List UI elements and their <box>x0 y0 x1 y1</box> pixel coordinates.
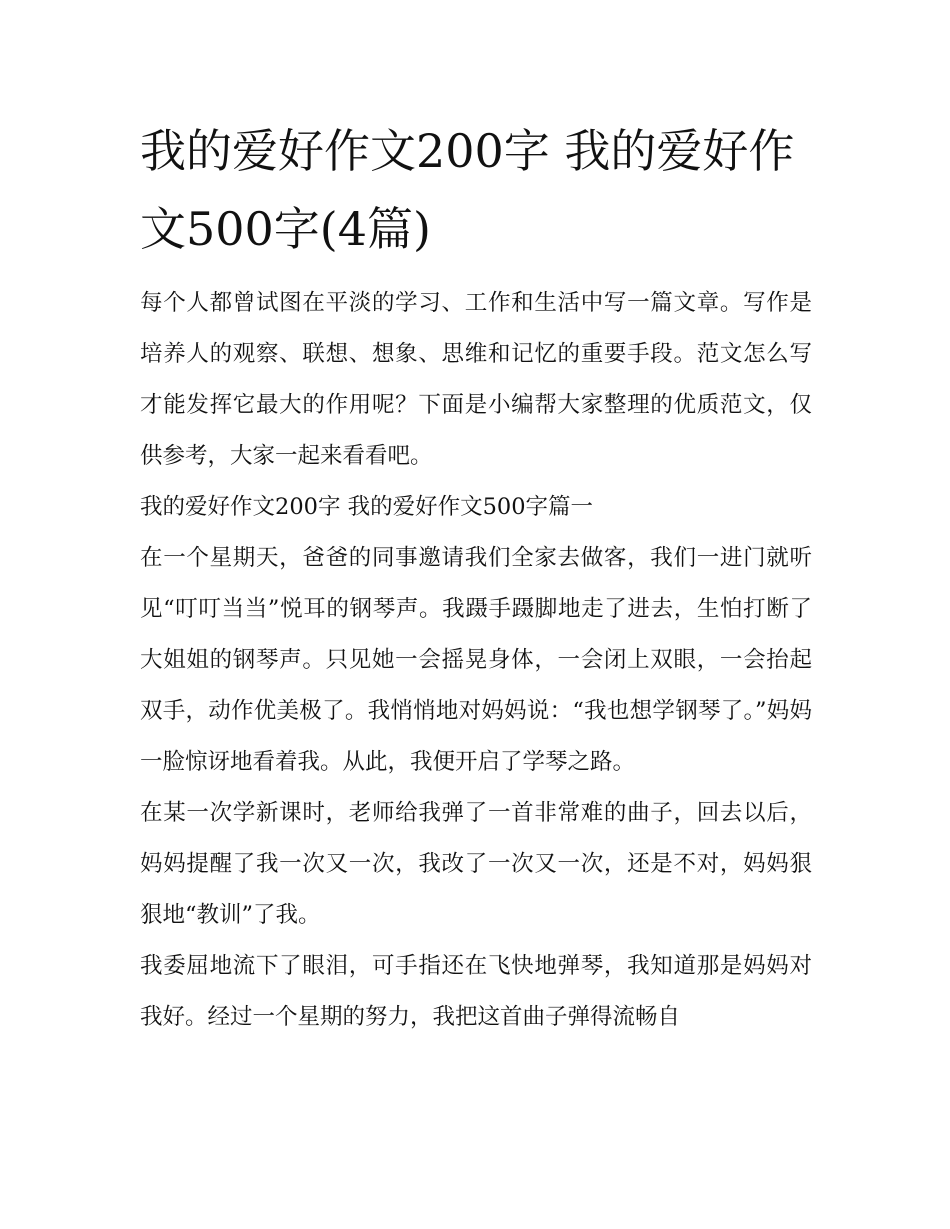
body-paragraph: 在一个星期天，爸爸的同事邀请我们全家去做客，我们一进门就听见“叮叮当当”悦耳的钢琴声。我蹑手蹑脚地走了进去，生怕打断了大姐姐的钢琴声。只见她一会摇晃身体，一会闭上双眼，一会抬起双手，动作优美极了。我悄悄地对妈妈说：“我也想学钢琴了。”妈妈一脸惊讶地看着我。从此，我便开启了学琴之路。 <box>140 545 812 775</box>
body-paragraph: 我委屈地流下了眼泪，可手指还在飞快地弹琴，我知道那是妈妈对我好。经过一个星期的努力，我把这首曲子弹得流畅自 <box>140 953 812 1030</box>
document-body <box>140 278 812 1043</box>
document-page <box>140 112 812 1043</box>
intro-paragraph: 每个人都曾试图在平淡的学习、工作和生活中写一篇文章。写作是培养人的观察、联想、想象、思维和记忆的重要手段。范文怎么写才能发挥它最大的作用呢？下面是小编帮大家整理的优质范文，仅供参考，大家一起来看看吧。 <box>140 290 812 469</box>
section-heading: 我的爱好作文200字 我的爱好作文500字篇一 <box>140 494 594 520</box>
body-paragraph: 在某一次学新课时，老师给我弹了一首非常难的曲子，回去以后，妈妈提醒了我一次又一次，我改了一次又一次，还是不对，妈妈狠狠地“教训”了我。 <box>140 800 812 928</box>
document-title: 我的爱好作文200字 我的爱好作文500字(4篇) <box>140 124 795 256</box>
